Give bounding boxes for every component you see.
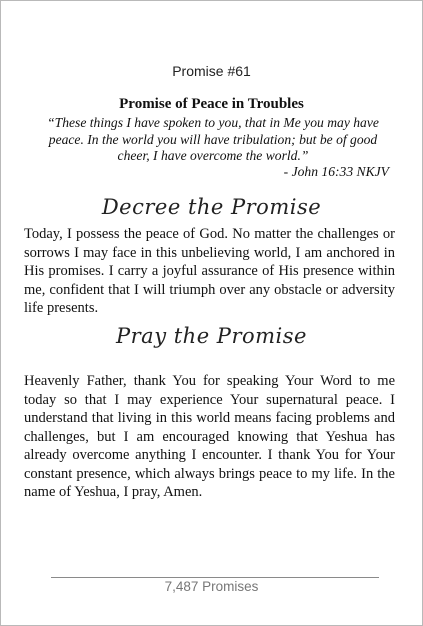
decree-text: Today, I possess the peace of God. No matter the challenges or sorrows I may face in this unbelieving world, I am anchored in His promises. I carry a joyful assurance of His presence within me, confident that I will triumph over any obstacle or adversity life presents. xyxy=(24,226,395,316)
prayer-heading: Pray the Promise xyxy=(116,324,307,348)
footer-divider xyxy=(51,577,379,578)
scripture-verse: “These things I have spoken to you, that in Me you may have peace. In the world you will have tribulation; but be of good cheer, I have overcome the world.” xyxy=(47,115,379,164)
decree-heading: Decree the Promise xyxy=(101,195,322,219)
promise-number: Promise #61 xyxy=(172,63,251,79)
promises-count: 7,487 Promises xyxy=(164,579,259,594)
prayer-text: Heavenly Father, thank You for speaking Your Word to me today so that I may experience Your supernatural peace. I understand that living in this world means facing problems and challenges, but I am encouraged knowing that Yeshua has already overcome anything I encounter. I thank You for Your constant presence, which always brings peace to my life. In the name of Yeshua, I pray, Amen. xyxy=(24,373,395,500)
scripture-reference: - John 16:33 NKJV xyxy=(283,164,389,179)
promise-title: Promise of Peace in Troubles xyxy=(119,96,304,112)
